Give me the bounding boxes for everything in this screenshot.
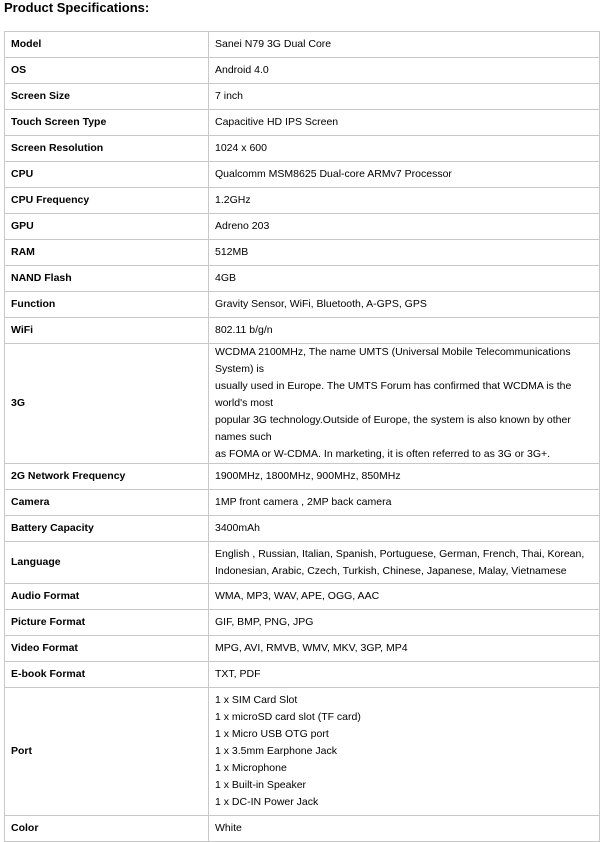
spec-value [209,516,600,542]
spec-value-line: 1 x Micro USB OTG port [215,728,329,740]
spec-value [209,636,600,662]
spec-label: Battery Capacity [5,516,209,542]
spec-value [209,688,600,816]
spec-value [209,32,600,58]
spec-label: Audio Format [5,584,209,610]
spec-value-line: MPG, AVI, RMVB, WMV, MKV, 3GP, MP4 [215,642,408,654]
spec-value-line: 1 x SIM Card Slot [215,694,298,706]
spec-row [5,688,600,816]
spec-row [5,110,600,136]
spec-row [5,136,600,162]
spec-value [209,344,600,464]
spec-value-line: TXT, PDF [215,668,261,680]
spec-value-line: 4GB [215,272,237,284]
spec-value [209,58,600,84]
spec-value [209,240,600,266]
spec-value-line: White [215,822,242,834]
spec-label: CPU [5,162,209,188]
spec-row [5,516,600,542]
spec-label: Camera [5,490,209,516]
spec-row [5,188,600,214]
spec-value-line: Capacitive HD IPS Screen [215,116,339,128]
spec-label: Screen Size [5,84,209,110]
spec-row [5,266,600,292]
spec-value [209,816,600,842]
spec-value-line: Sanei N79 3G Dual Core [215,38,332,50]
spec-label: Color [5,816,209,842]
spec-value-line: 7 inch [215,90,244,102]
spec-label: Touch Screen Type [5,110,209,136]
spec-value-line: English , Russian, Italian, Spanish, Portuguese, German, French, Thai, Korean, [215,547,585,560]
spec-row [5,584,600,610]
page-title: Product Specifications: [4,0,150,15]
spec-value-line: Adreno 203 [215,220,270,232]
spec-value [209,490,600,516]
spec-value [209,584,600,610]
spec-label: Screen Resolution [5,136,209,162]
spec-value [209,266,600,292]
spec-label: OS [5,58,209,84]
spec-value-line: popular 3G technology.Outside of Europe, the system is also known by other names such [215,414,571,443]
spec-value-line: Gravity Sensor, WiFi, Bluetooth, A-GPS, GPS [215,298,427,310]
spec-value [209,464,600,490]
spec-value-line: 1MP front camera , 2MP back camera [215,496,392,508]
spec-value-line: WCDMA 2100MHz, The name UMTS (Universal Mobile Telecommunications System) is [215,346,571,375]
spec-value [209,214,600,240]
spec-label: RAM [5,240,209,266]
spec-row [5,816,600,842]
spec-value-line: usually used in Europe. The UMTS Forum has confirmed that WCDMA is the world's most [215,380,572,409]
spec-label: NAND Flash [5,266,209,292]
spec-label: Video Format [5,636,209,662]
spec-label: 2G Network Frequency [5,464,209,490]
spec-label: Picture Format [5,610,209,636]
spec-row [5,490,600,516]
spec-value-line: 3400mAh [215,522,260,534]
spec-label: WiFi [5,318,209,344]
spec-row [5,344,600,464]
spec-value-line: Qualcomm MSM8625 Dual-core ARMv7 Processor [215,168,452,180]
spec-value [209,110,600,136]
spec-row [5,610,600,636]
spec-value [209,542,600,584]
spec-value-line: 1 x microSD card slot (TF card) [215,711,361,723]
spec-value [209,136,600,162]
spec-value-line: 512MB [215,246,249,258]
spec-value-line: 1 x Microphone [215,762,287,774]
spec-table [4,31,600,842]
spec-value-line: 1.2GHz [215,194,251,206]
spec-label: E-book Format [5,662,209,688]
spec-value-line: 1 x DC-IN Power Jack [215,796,319,808]
spec-label: CPU Frequency [5,188,209,214]
spec-value [209,188,600,214]
spec-value-line: WMA, MP3, WAV, APE, OGG, AAC [215,590,380,602]
spec-value-line: as FOMA or W-CDMA. In marketing, it is often referred to as 3G or 3G+. [215,448,551,460]
spec-row [5,58,600,84]
spec-label: Port [5,688,209,816]
spec-row [5,542,600,584]
spec-value [209,162,600,188]
spec-value-line: 1900MHz, 1800MHz, 900MHz, 850MHz [215,470,401,482]
spec-row [5,318,600,344]
spec-value-line: 1024 x 600 [215,142,267,154]
spec-row [5,636,600,662]
spec-value [209,662,600,688]
spec-value [209,84,600,110]
spec-label: Language [5,542,209,584]
spec-row [5,162,600,188]
spec-value-line: Android 4.0 [215,64,269,76]
spec-value-line: 1 x 3.5mm Earphone Jack [215,745,337,757]
spec-value [209,610,600,636]
spec-value [209,292,600,318]
spec-row [5,464,600,490]
spec-row [5,84,600,110]
spec-value-line: Indonesian, Arabic, Czech, Turkish, Chinese, Japanese, Malay, Vietnamese [215,564,567,577]
spec-label: Function [5,292,209,318]
spec-row [5,240,600,266]
spec-value-line: 802.11 b/g/n [215,324,273,336]
spec-row [5,292,600,318]
spec-label: 3G [5,344,209,464]
spec-label: GPU [5,214,209,240]
spec-row [5,32,600,58]
spec-row [5,214,600,240]
spec-value-line: 1 x Built-in Speaker [215,779,307,791]
spec-value [209,318,600,344]
spec-value-line: GIF, BMP, PNG, JPG [215,616,314,628]
spec-label: Model [5,32,209,58]
spec-row [5,662,600,688]
